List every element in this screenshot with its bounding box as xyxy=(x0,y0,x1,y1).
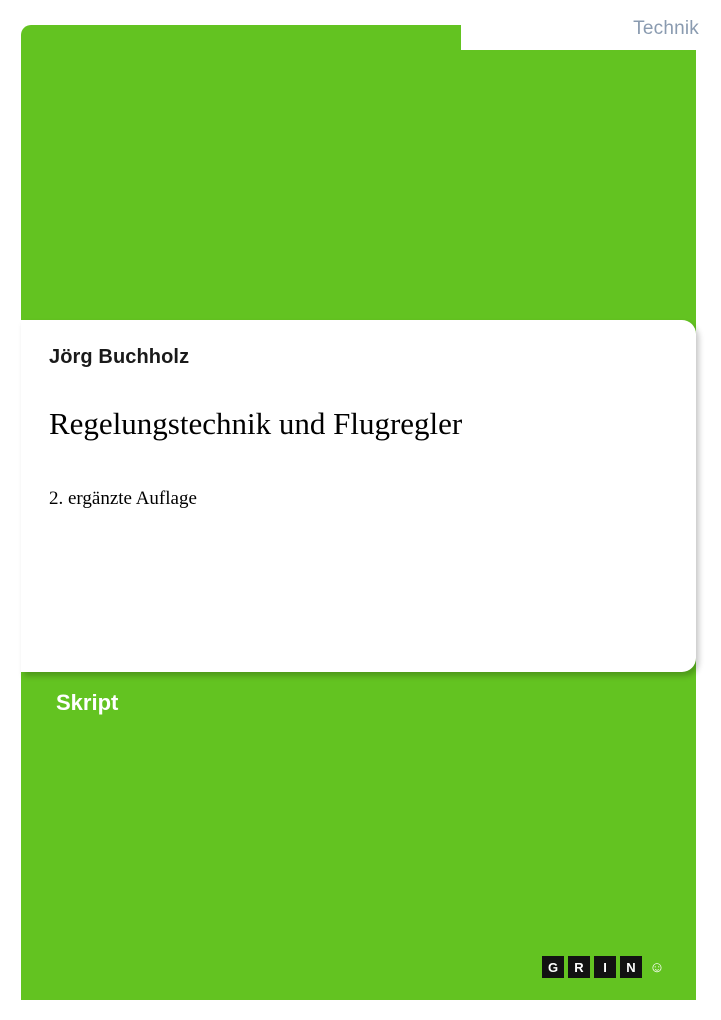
logo-letter-n: N xyxy=(620,956,642,978)
logo-letter-g: G xyxy=(542,956,564,978)
logo-letter-i: I xyxy=(594,956,616,978)
category-label: Technik xyxy=(633,18,699,39)
title-card xyxy=(21,320,696,672)
book-subtitle: 2. ergänzte Auflage xyxy=(49,488,197,510)
author-name: Jörg Buchholz xyxy=(49,346,190,368)
grin-logo xyxy=(542,956,668,978)
document-type-label: Skript xyxy=(56,690,119,715)
book-title: Regelungstechnik und Flugregler xyxy=(49,406,463,441)
smiley-icon: ☺ xyxy=(646,956,668,978)
logo-letter-r: R xyxy=(568,956,590,978)
cover-green-background xyxy=(21,50,696,1000)
